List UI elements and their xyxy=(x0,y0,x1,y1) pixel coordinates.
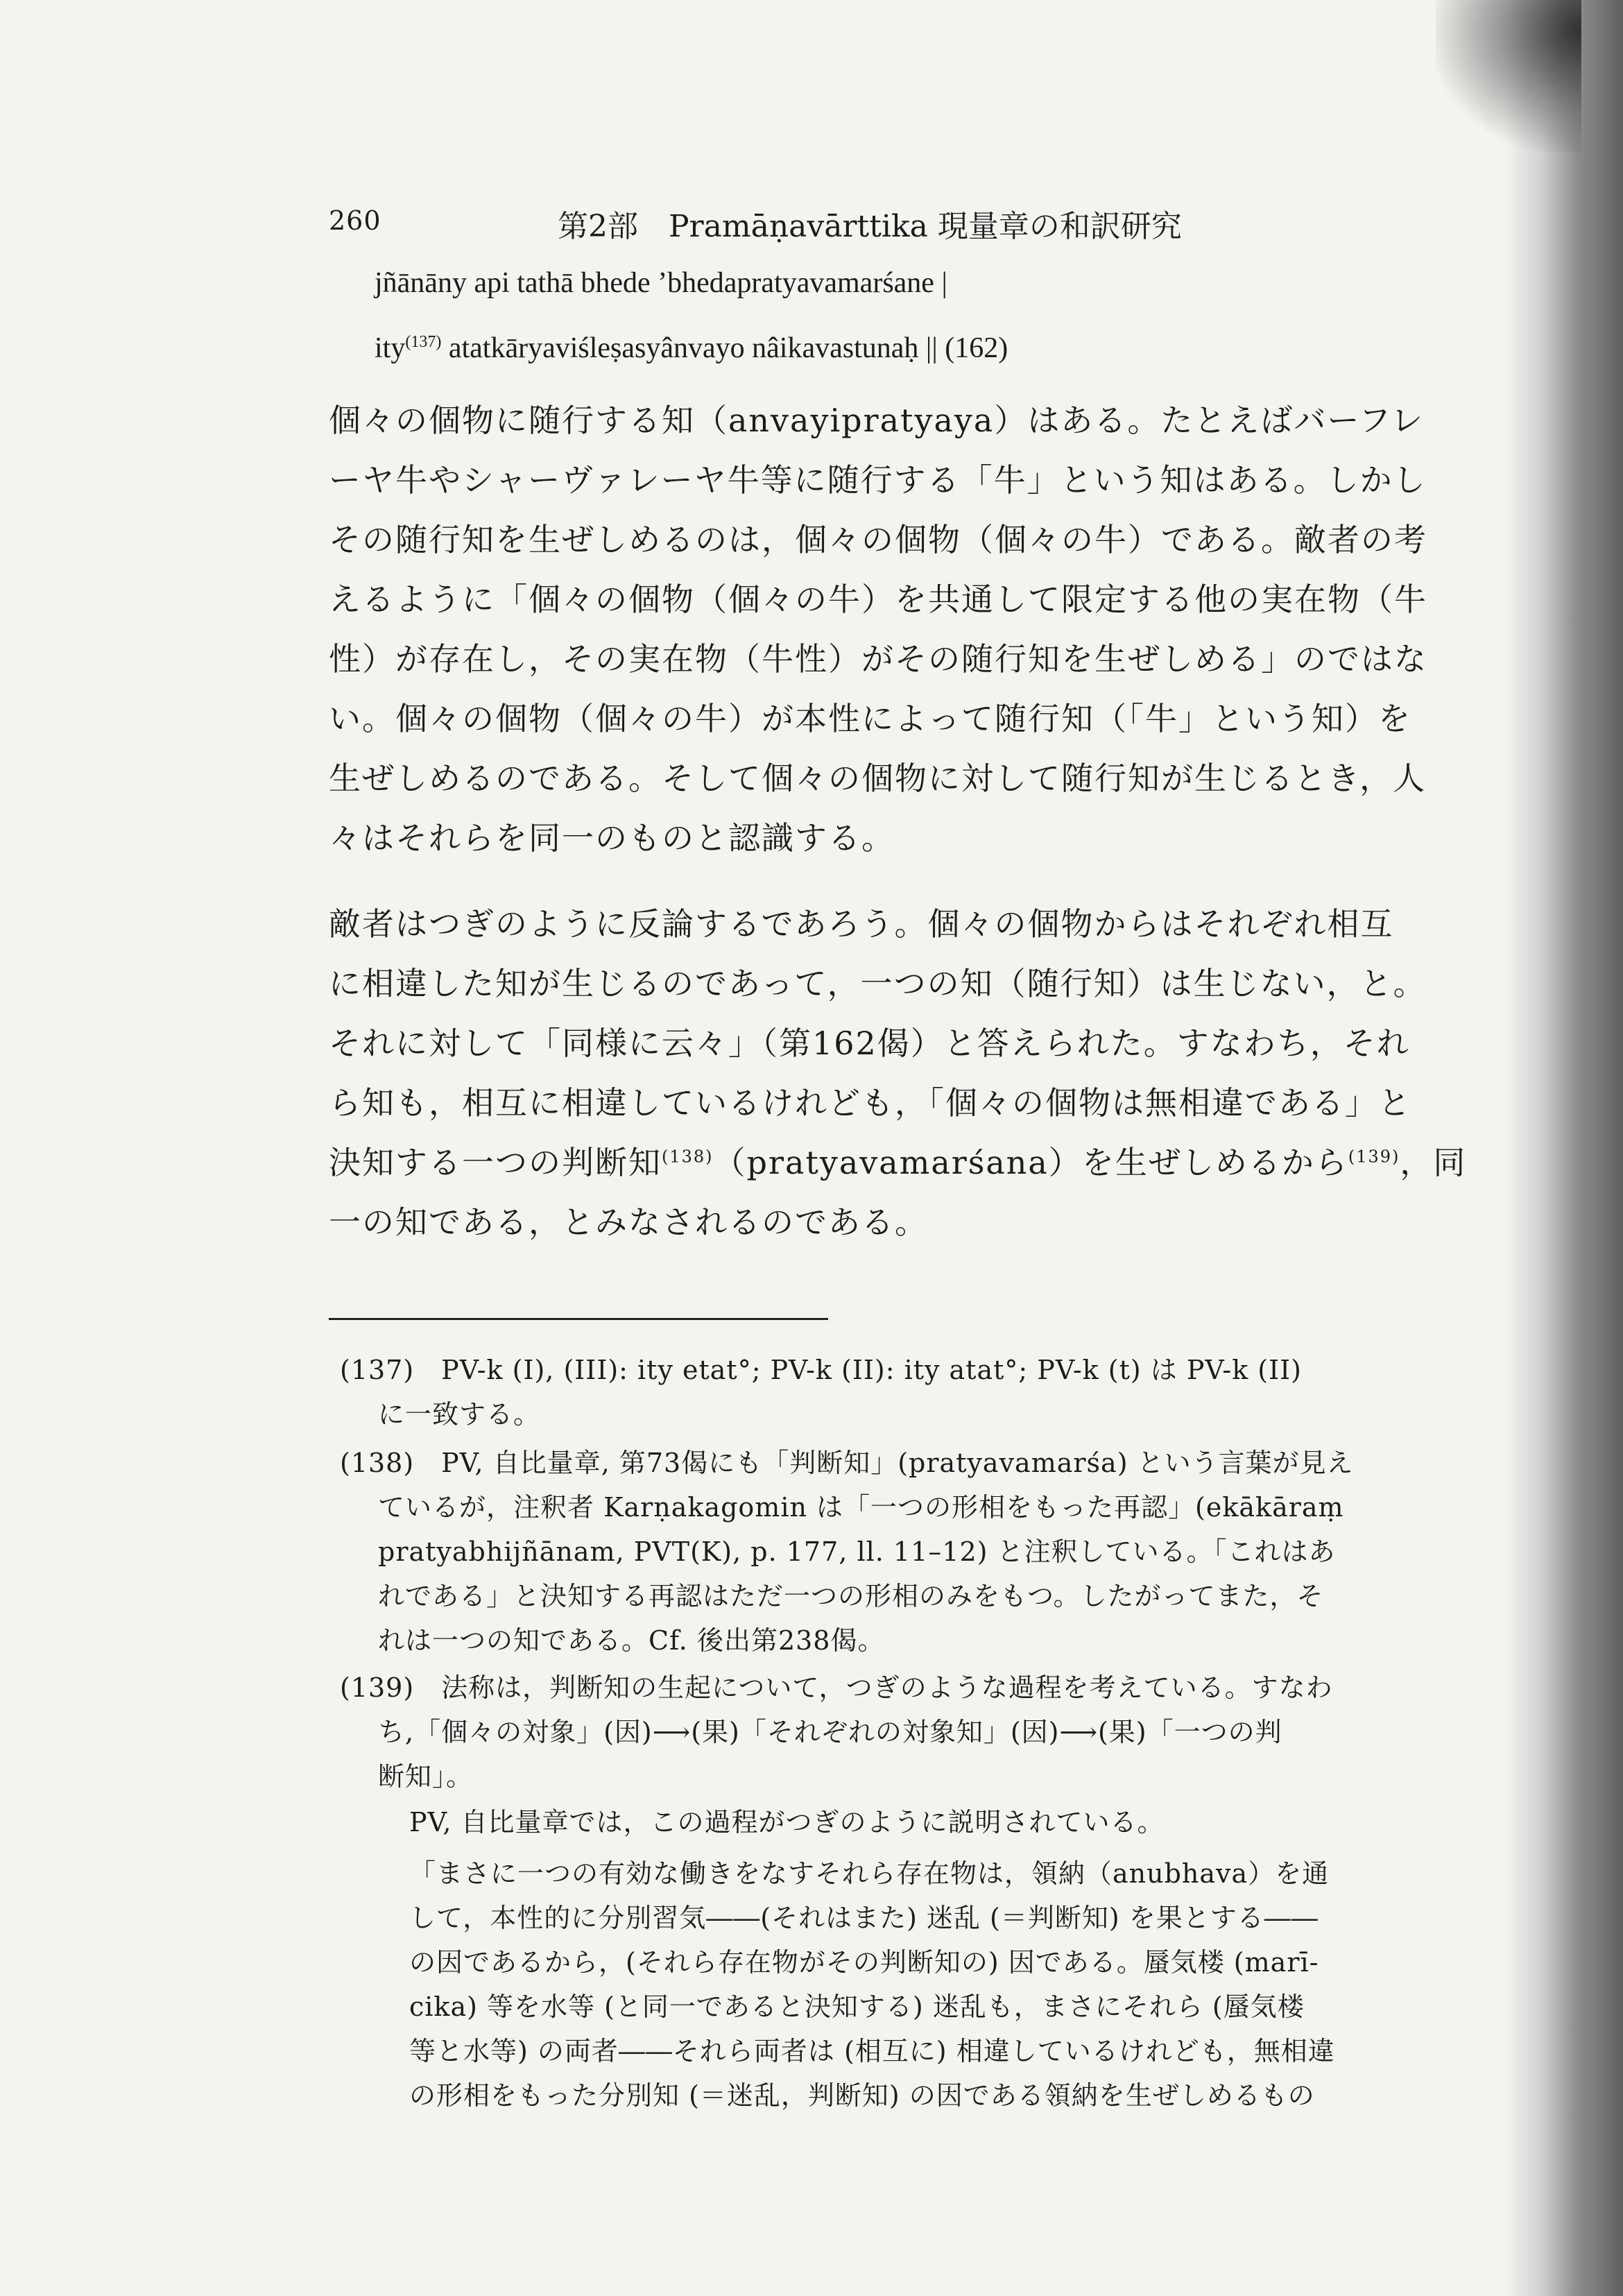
body-p1-line-3: その随行知を生ぜしめるのは，個々の個物（個々の牛）である。敵者の考 xyxy=(329,521,1427,558)
footnote-139-paragraph: PV, 自比量章では，この過程がつぎのように説明されている。 xyxy=(409,1807,1165,1837)
body-p1-line-5: 性）が存在し，その実在物（牛性）がその随行知を生ぜしめる」のではな xyxy=(329,640,1427,678)
body-p1-line-7: 生ぜしめるのである。そして個々の個物に対して随行知が生じるとき，人 xyxy=(329,760,1427,797)
footnote-ref-139: (139) xyxy=(1348,1147,1400,1167)
page-number: 260 xyxy=(329,205,381,236)
footnote-138-line-5: れは一つの知である。Cf. 後出第238偈。 xyxy=(378,1625,885,1656)
footnote-139-quote-line-3: の因であるから，(それら存在物がその判断知の) 因である。蜃気楼 (marī- xyxy=(409,1947,1319,1978)
footnote-139-quote-line-6: の形相をもった分別知 (＝迷乱，判断知) の因である領納を生ぜしめるもの xyxy=(409,2080,1315,2111)
footnote-139-quote-line-1: 「まさに一つの有効な働きをなすそれら存在物は，領納（anubhava）を通 xyxy=(409,1858,1330,1889)
body-p1-line-8: 々はそれらを同一のものと認識する。 xyxy=(329,819,895,857)
footnote-138-line-2: ているが，注釈者 Karṇakagomin は「一つの形相をもった再認」(ekākāraṃ xyxy=(378,1492,1344,1523)
footnote-139-quote-line-2: して，本性的に分別習気――(それはまた) 迷乱 (＝判断知) を果とする―― xyxy=(409,1903,1319,1933)
body-p1-line-2: ーヤ牛やシャーヴァレーヤ牛等に随行する「牛」という知はある。しかし xyxy=(329,461,1427,499)
page-header xyxy=(329,201,1452,250)
body-p1-line-1: 個々の個物に随行する知（anvayipratyaya）はある。たとえばバーフレ xyxy=(329,402,1425,439)
footnote-rule xyxy=(329,1318,828,1320)
body-p2-line-5-a: 決知する一つの判断知 xyxy=(329,1144,662,1181)
body-p2-line-5-c: ，同 xyxy=(1400,1144,1467,1181)
footnote-139-quote-line-4: cika) 等を水等 (と同一であると決知する) 迷乱も，まさにそれら (蜃気楼 xyxy=(409,1991,1305,2022)
body-p1-line-4: えるように「個々の個物（個々の牛）を共通して限定する他の実在物（牛 xyxy=(329,581,1427,618)
body-p2-line-4: ら知も，相互に相違しているけれども，「個々の個物は無相違である」と xyxy=(329,1084,1411,1122)
body-p2-line-6: 一の知である，とみなされるのである。 xyxy=(329,1203,928,1241)
verse-line-1: jñānāny api tathā bhede ’bhedapratyavamarśane | xyxy=(375,267,947,299)
verse-line-2-prefix: ity xyxy=(375,332,406,364)
footnote-ref-138: (138) xyxy=(662,1147,714,1167)
body-p2-line-2: に相違した知が生じるのであって，一つの知（随行知）は生じない，と。 xyxy=(329,965,1427,1002)
body-p1-line-6: い。個々の個物（個々の牛）が本性によって随行知（「牛」という知）を xyxy=(329,700,1411,737)
footnote-138-line-4: れである」と決知する再認はただ一つの形相のみをもつ。したがってまた，そ xyxy=(378,1581,1324,1611)
footnote-137-line-1: (137) PV-k (I), (III): ity etat°; PV-k (II): ity atat°; PV-k (t) は PV-k (II) xyxy=(340,1355,1302,1385)
footnote-ref-137: (137) xyxy=(405,333,442,351)
verse-line-2-rest: atatkāryaviśleṣasyânvayo nâikavastunaḥ || (162) xyxy=(441,332,1008,364)
body-p2-line-5-b: （pratyavamarśana）を生ぜしめるから xyxy=(713,1144,1348,1181)
body-p2-line-1: 敵者はつぎのように反論するであろう。個々の個物からはそれぞれ相互 xyxy=(329,905,1394,943)
footnote-139-line-3: 断知」。 xyxy=(378,1761,474,1792)
binding-shadow-corner xyxy=(1436,0,1581,153)
running-head: 第2部 Pramāṇavārttika 現量章の和訳研究 xyxy=(558,209,1182,244)
footnote-137-line-2: に一致する。 xyxy=(378,1399,541,1430)
footnote-139-line-1: (139) 法称は，判断知の生起について，つぎのような過程を考えている。すなわ xyxy=(340,1672,1333,1703)
footnote-139-line-2: ち,「個々の対象」(因)⟶(果)「それぞれの対象知」(因)⟶(果)「一つの判 xyxy=(378,1717,1282,1747)
footnote-139-quote-line-5: 等と水等) の両者――それら両者は (相互に) 相違しているけれども，無相違 xyxy=(409,2036,1335,2066)
body-p2-line-5 xyxy=(329,1138,1467,1183)
footnote-138-line-1: (138) PV, 自比量章, 第73偈にも「判断知」(pratyavamarśa) という言葉が見え xyxy=(340,1448,1354,1478)
footnote-138-line-3: pratyabhijñānam, PVT(K), p. 177, ll. 11–12) と注釈している。「これはあ xyxy=(378,1536,1336,1567)
binding-shadow xyxy=(1505,0,1623,2296)
verse-line-2 xyxy=(375,332,1008,365)
body-p2-line-3: それに対して「同様に云々」（第162偈）と答えられた。すなわち，それ xyxy=(329,1025,1410,1062)
